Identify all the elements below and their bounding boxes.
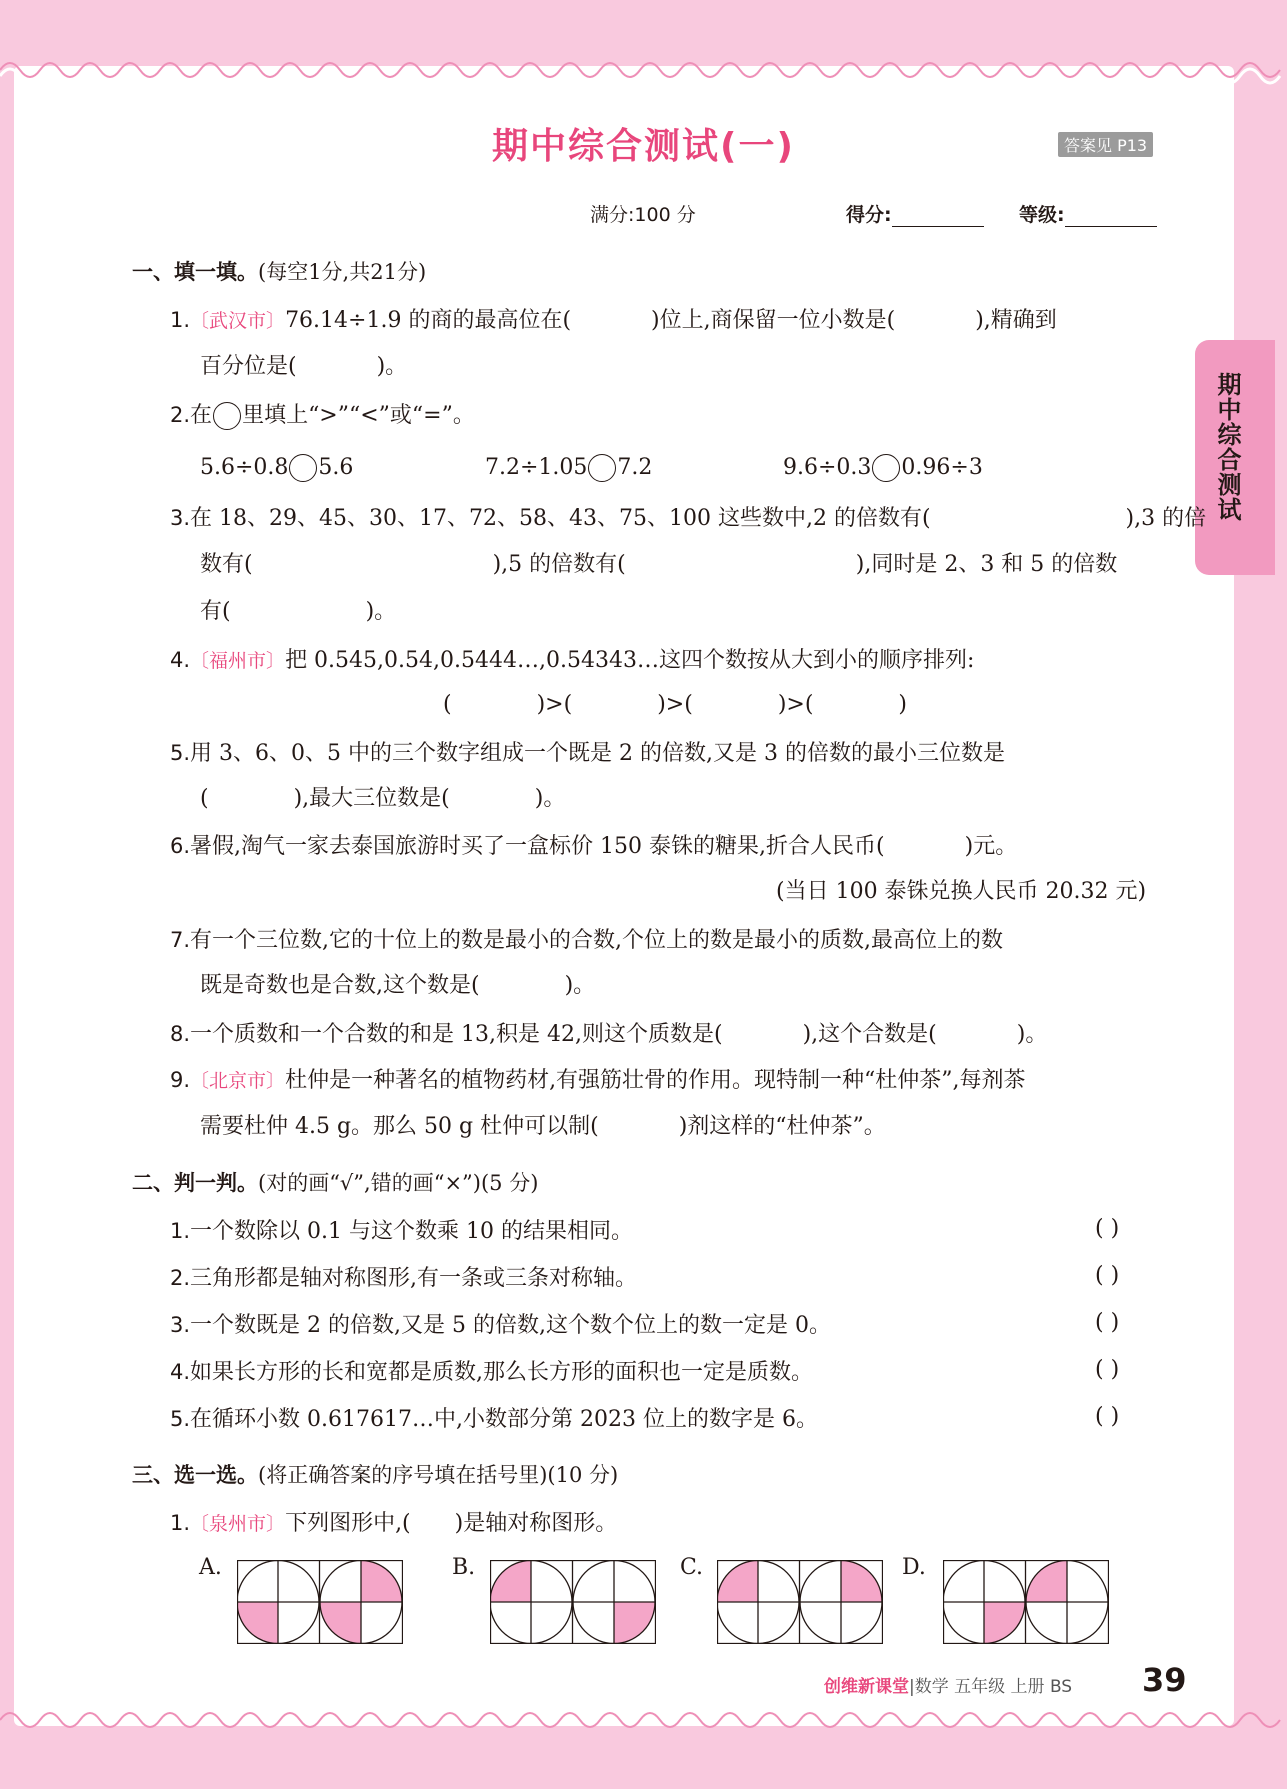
- q2-item-3: [783, 453, 983, 483]
- q2-text-b: 里填上“>”“<”或“=”。: [242, 403, 475, 428]
- footer-separator: |: [909, 1677, 915, 1697]
- option-d-label: D.: [902, 1555, 926, 1580]
- judge-item-4-number: 4.: [170, 1360, 191, 1384]
- grade-field: [1019, 200, 1157, 227]
- score-field: [846, 200, 984, 227]
- page-title: 期中综合测试(一): [492, 126, 795, 167]
- full-score: 满分:100 分: [590, 204, 696, 226]
- option-d-figure[interactable]: [943, 1560, 1109, 1644]
- q1-text-d: 百分位是(: [200, 354, 297, 379]
- choice-q1-line: [170, 1508, 617, 1539]
- judge-item-3-answer[interactable]: ( ): [1095, 1310, 1120, 1335]
- q5-line-1: [170, 738, 1005, 769]
- q7-line-1: [170, 925, 1003, 956]
- section-1-heading: [132, 257, 426, 287]
- judge-item-2-number: 2.: [170, 1266, 191, 1290]
- q2-item-1: [200, 453, 353, 483]
- q1-text-e: )。: [376, 354, 408, 379]
- q6-note: (当日 100 泰铢兑换人民币 20.32 元): [776, 879, 1147, 904]
- q6-text-b: )元。: [964, 834, 1018, 859]
- option-b-figure[interactable]: [490, 1560, 656, 1644]
- section-2-note: (对的画“√”,错的画“×”)(5 分): [258, 1171, 539, 1195]
- section-3-title: 三、选一选。: [132, 1463, 258, 1487]
- judge-item-1-number: 1.: [170, 1219, 191, 1243]
- section-3-heading: [132, 1460, 618, 1490]
- q3-line-3: [200, 597, 396, 627]
- q8-line-1: [170, 1019, 1047, 1050]
- q2-item-3-left: 9.6÷0.3: [783, 455, 872, 480]
- grade-label: 等级:: [1019, 204, 1065, 226]
- q4-paren-2: )>(: [536, 692, 573, 717]
- judge-item-3: [170, 1310, 831, 1341]
- q4-paren-4: )>(: [777, 692, 814, 717]
- q7-line-2: [200, 971, 595, 1001]
- q4-line-1: [170, 645, 974, 676]
- choice-q1-number: 1.: [170, 1511, 191, 1535]
- q2-item-2: [485, 453, 652, 483]
- q7-text-c: )。: [564, 973, 596, 998]
- q2-item-3-circle[interactable]: [872, 454, 900, 482]
- q6-line-1: [170, 831, 1017, 862]
- judge-item-4-text: 如果长方形的长和宽都是质数,那么长方形的面积也一定是质数。: [190, 1360, 814, 1385]
- q3-line-1: [170, 503, 1206, 534]
- option-c-figure[interactable]: [717, 1560, 883, 1644]
- q4-paren-5: ): [898, 692, 908, 717]
- q3-text-f: 有(: [200, 599, 231, 624]
- q2-item-2-circle[interactable]: [588, 454, 616, 482]
- footer-course-info: 数学 五年级 上册 BS: [914, 1677, 1073, 1697]
- q3-text-b: ),3 的倍: [1125, 506, 1207, 531]
- q5-text-a: 用 3、6、0、5 中的三个数字组成一个既是 2 的倍数,又是 3 的倍数的最小三位数是: [190, 741, 1005, 766]
- q7-number: 7.: [170, 928, 191, 952]
- q2-text-a: 在: [190, 403, 213, 428]
- q9-text-b: 需要杜仲 4.5 g。那么 50 g 杜仲可以制(: [200, 1114, 599, 1139]
- judge-item-5-text: 在循环小数 0.617617…中,小数部分第 2023 位上的数字是 6。: [190, 1407, 818, 1432]
- judge-item-3-text: 一个数既是 2 的倍数,又是 5 的倍数,这个数个位上的数一定是 0。: [190, 1313, 831, 1338]
- q4-paren-3: )>(: [657, 692, 693, 717]
- q9-text-c: )剂这样的“杜仲茶”。: [678, 1114, 886, 1139]
- q2-item-1-left: 5.6÷0.8: [200, 455, 289, 480]
- answer-reference-badge: 答案见 P13: [1058, 132, 1153, 157]
- page-number: 39: [1142, 1661, 1187, 1699]
- score-blank[interactable]: [892, 208, 984, 227]
- q1-text-b: )位上,商保留一位小数是(: [651, 308, 896, 333]
- section-1-title: 一、填一填。: [132, 260, 258, 284]
- judge-item-2-text: 三角形都是轴对称图形,有一条或三条对称轴。: [190, 1266, 638, 1291]
- bottom-wave-border: [0, 1706, 1287, 1746]
- q2-line-1: [170, 400, 475, 431]
- q9-line-2: [200, 1112, 886, 1142]
- judge-item-5-answer[interactable]: ( ): [1095, 1404, 1120, 1429]
- q2-item-1-right: 5.6: [318, 455, 354, 480]
- section-3-note: (将正确答案的序号填在括号里)(10 分): [258, 1463, 619, 1487]
- option-b-label: B.: [452, 1555, 476, 1580]
- top-wave-border: [0, 48, 1287, 88]
- judge-item-1-answer[interactable]: ( ): [1095, 1216, 1120, 1241]
- q3-text-a: 在 18、29、45、30、17、72、58、43、75、100 这些数中,2 的倍数有(: [190, 506, 931, 531]
- q6-text-a: 暑假,淘气一家去泰国旅游时买了一盒标价 150 泰铢的糖果,折合人民币(: [190, 834, 885, 859]
- q1-text-c: ),精确到: [975, 308, 1057, 333]
- q3-line-2: [200, 550, 1117, 580]
- q3-number: 3.: [170, 506, 191, 530]
- option-a-label: A.: [199, 1555, 222, 1580]
- judge-item-5: [170, 1404, 818, 1435]
- q8-text-a: 一个质数和一个合数的和是 13,积是 42,则这个质数是(: [190, 1022, 723, 1047]
- q3-text-e: ),同时是 2、3 和 5 的倍数: [855, 552, 1118, 577]
- footer-text: [824, 1672, 1072, 1697]
- q2-item-2-left: 7.2÷1.05: [485, 455, 588, 480]
- section-2-heading: [132, 1168, 538, 1198]
- option-c-label: C.: [680, 1555, 704, 1580]
- q7-text-a: 有一个三位数,它的十位上的数是最小的合数,个位上的数是最小的质数,最高位上的数: [190, 928, 1004, 953]
- q3-text-c: 数有(: [200, 552, 253, 577]
- q5-text-d: )。: [534, 786, 566, 811]
- q3-text-g: )。: [365, 599, 397, 624]
- judge-item-1-text: 一个数除以 0.1 与这个数乘 10 的结果相同。: [190, 1219, 634, 1244]
- q8-text-c: )。: [1016, 1022, 1048, 1047]
- choice-q1-text-b: )是轴对称图形。: [454, 1511, 618, 1536]
- q9-text-a: 杜仲是一种著名的植物药材,有强筋壮骨的作用。现特制一种“杜仲茶”,每剂茶: [285, 1068, 1026, 1093]
- q5-text-b: (: [200, 786, 209, 811]
- judge-item-2-answer[interactable]: ( ): [1095, 1263, 1120, 1288]
- q8-number: 8.: [170, 1022, 191, 1046]
- grade-blank[interactable]: [1065, 208, 1157, 227]
- q9-city: 〔北京市〕: [190, 1070, 286, 1092]
- q5-line-2: [200, 784, 565, 814]
- q4-text-a: 把 0.545,0.54,0.5444…,0.54343…这四个数按从大到小的顺序排列:: [285, 648, 975, 673]
- section-2-title: 二、判一判。: [132, 1171, 258, 1195]
- footer-brand: 创维新课堂: [824, 1677, 909, 1697]
- judge-item-4: [170, 1357, 813, 1388]
- score-label: 得分:: [846, 204, 892, 226]
- q2-number: 2.: [170, 403, 191, 427]
- judge-item-2: [170, 1263, 637, 1294]
- q9-number: 9.: [170, 1068, 191, 1092]
- choice-q1-city: 〔泉州市〕: [190, 1513, 286, 1535]
- q2-item-1-circle[interactable]: [289, 454, 317, 482]
- judge-item-1: [170, 1216, 633, 1247]
- q4-paren-1: (: [443, 692, 452, 717]
- q3-text-d: ),5 的倍数有(: [492, 552, 626, 577]
- q1-line-1: [170, 305, 1057, 336]
- q4-number: 4.: [170, 648, 191, 672]
- q6-number: 6.: [170, 834, 191, 858]
- judge-item-5-number: 5.: [170, 1407, 191, 1431]
- q1-city: 〔武汉市〕: [190, 310, 286, 332]
- q7-text-b: 既是奇数也是合数,这个数是(: [200, 973, 480, 998]
- choice-q1-text-a: 下列图形中,(: [285, 1511, 411, 1536]
- q1-text-a: 76.14÷1.9 的商的最高位在(: [285, 308, 572, 333]
- q1-number: 1.: [170, 308, 191, 332]
- q5-number: 5.: [170, 741, 191, 765]
- option-a-figure[interactable]: [237, 1560, 403, 1644]
- judge-item-3-number: 3.: [170, 1313, 191, 1337]
- q4-line-2: [443, 690, 907, 720]
- q4-city: 〔福州市〕: [190, 650, 286, 672]
- q8-text-b: ),这个合数是(: [802, 1022, 937, 1047]
- side-chapter-tab: [1195, 340, 1275, 575]
- judge-item-4-answer[interactable]: ( ): [1095, 1357, 1120, 1382]
- circle-blank-icon: [213, 402, 241, 430]
- q1-line-2: [200, 352, 407, 382]
- section-1-note: (每空1分,共21分): [258, 260, 427, 284]
- q2-item-3-right: 0.96÷3: [901, 455, 983, 480]
- q9-line-1: [170, 1065, 1026, 1096]
- q2-item-2-right: 7.2: [617, 455, 653, 480]
- q5-text-c: ),最大三位数是(: [293, 786, 450, 811]
- side-tab-label: 期中综合测试: [1213, 372, 1241, 522]
